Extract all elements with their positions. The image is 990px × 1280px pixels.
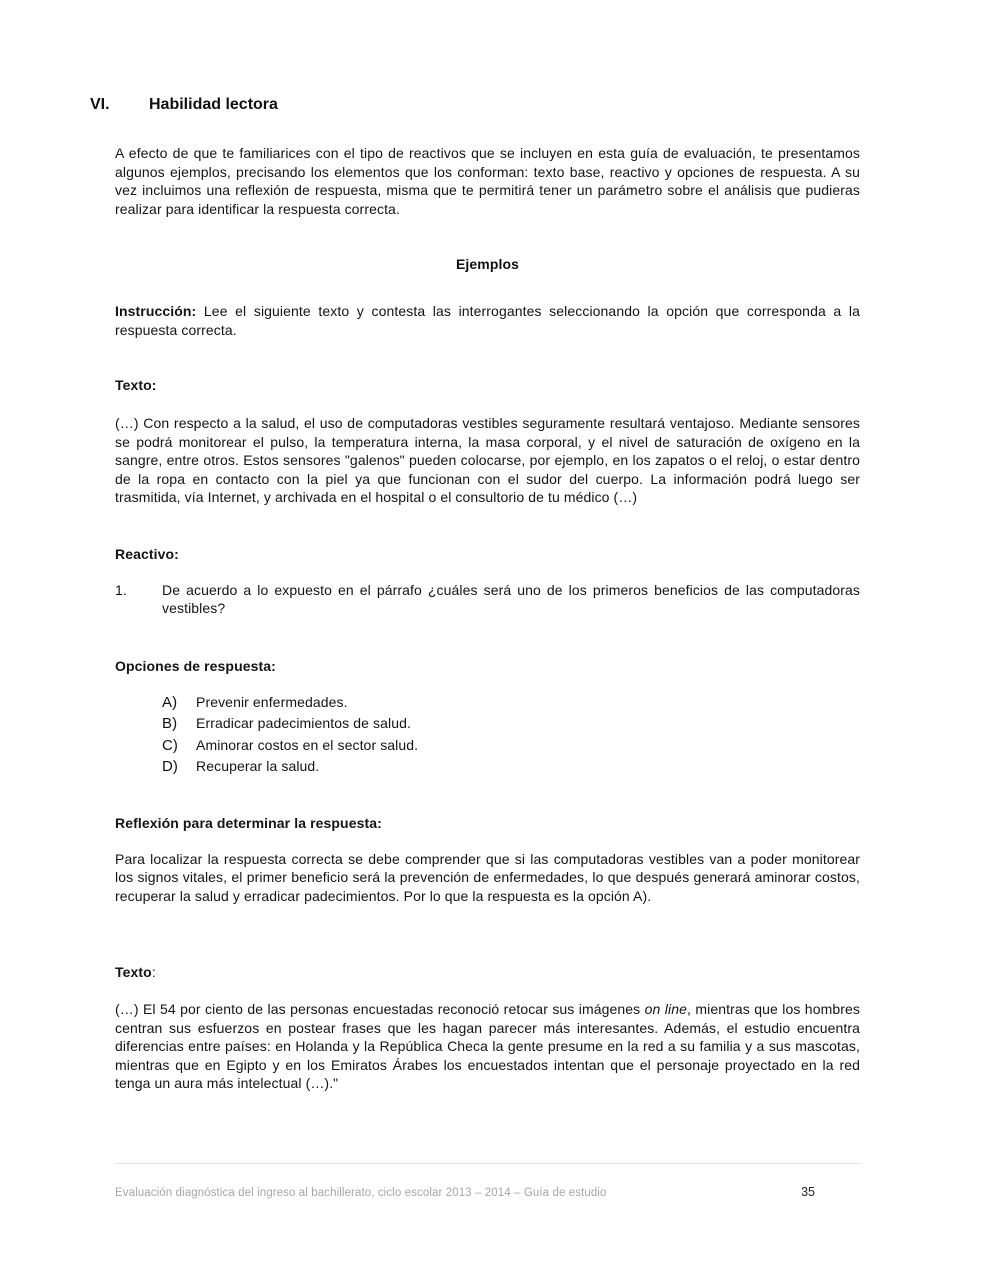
texto1-body: (…) Con respecto a la salud, el uso de computadoras vestibles seguramente resultará ventajoso. Mediante sensores se podrá monitorear el pulso, la temperatura interna, la masa corporal, y el nivel de saturación de oxígeno en la sangre, entre otros. Estos sensores "galenos" pueden colocarse, por ejemplo, en los zapatos o el reloj, o estar dentro de la ropa en contacto con la piel ya que funcionan con el sudor del cuerpo. La información podrá luego ser trasmitida, vía Internet, y archivada en el hospital o el consultorio de tu médico (…) bbox=[115, 415, 860, 505]
option-text-d: Recuperar la salud. bbox=[196, 758, 320, 774]
intro-paragraph: A efecto de que te familiarices con el tipo de reactivos que se incluyen en esta guía de evaluación, te presentamos algunos ejemplos, precisando los elementos que los conforman: texto base, reactivo y opciones de respuesta. A su vez incluimos una reflexión de respuesta, misma que te permitirá tener un parámetro sobre el análisis que pudieras realizar para identificar la respuesta correcta. bbox=[115, 145, 860, 217]
page-footer bbox=[115, 1185, 815, 1199]
texto2-label-word: Texto bbox=[115, 964, 152, 980]
texto2-body bbox=[115, 1000, 860, 1093]
instruction-text: Lee el siguiente texto y contesta las interrogantes seleccionando la opción que corresponda a la respuesta correcta. bbox=[115, 303, 860, 338]
option-letter-a: A) bbox=[162, 693, 178, 711]
question-number: 1. bbox=[115, 581, 127, 598]
option-text-b: Erradicar padecimientos de salud. bbox=[196, 715, 411, 731]
footer-text: Evaluación diagnóstica del ingreso al bachillerato, ciclo escolar 2013 – 2014 – Guía de estudio bbox=[115, 1187, 607, 1199]
option-row-c bbox=[162, 735, 860, 757]
opciones-label: Opciones de respuesta: bbox=[115, 657, 276, 674]
section-number: VI. bbox=[90, 96, 110, 113]
texto2-segment-post: , mientras que los hombres centran sus esfuerzos en postear frases que les hagan parecer más interesantes. Además, el estudio encuentra diferencias entre países: en Holanda y la República Checa la gente presume en la red a su familia y a sus mascotas, mientras que en Egipto y en los Emiratos Árabes los encuestados intentan que el personaje proyectado en la red tenga un aura más intelectual (…)." bbox=[115, 1001, 860, 1091]
texto2-label bbox=[115, 963, 860, 981]
question-text: De acuerdo a lo expuesto en el párrafo ¿cuáles será uno de los primeros beneficios de las computadoras vestibles? bbox=[162, 581, 860, 616]
footer-divider bbox=[115, 1163, 860, 1164]
option-row-d bbox=[162, 756, 860, 778]
option-row-b bbox=[162, 713, 860, 735]
option-letter-b: B) bbox=[162, 715, 178, 732]
reactivo-label: Reactivo: bbox=[115, 545, 179, 562]
page-number: 35 bbox=[801, 1185, 815, 1199]
reflexion-label: Reflexión para determinar la respuesta: bbox=[115, 814, 382, 831]
option-text-a: Prevenir enfermedades. bbox=[196, 693, 348, 710]
texto2-segment-pre: (…) El 54 por ciento de las personas encuestadas reconoció retocar sus imágenes bbox=[115, 1001, 645, 1017]
question-item bbox=[115, 581, 860, 618]
texto1-label: Texto: bbox=[115, 377, 157, 393]
option-letter-d: D) bbox=[162, 758, 179, 775]
instruction-paragraph bbox=[115, 302, 860, 339]
ejemplos-heading: Ejemplos bbox=[455, 256, 520, 272]
texto2-italic-phrase: on line bbox=[644, 1001, 687, 1017]
option-text-c: Aminorar costos en el sector salud. bbox=[196, 736, 419, 753]
page-content bbox=[90, 94, 860, 1093]
section-heading bbox=[90, 94, 860, 116]
answer-options bbox=[115, 692, 860, 778]
instruction-label: Instrucción: bbox=[115, 303, 197, 319]
option-letter-c: C) bbox=[162, 736, 179, 754]
texto2-label-colon: : bbox=[151, 964, 156, 980]
option-row-a bbox=[162, 692, 860, 714]
reflexion-body: Para localizar la respuesta correcta se debe comprender que si las computadoras vestibles van a poder monitorear los signos vitales, el primer beneficio será la prevención de enfermedades, lo que después generará aminorar costos, recuperar la salud y erradicar padecimientos. Por lo que la respuesta es la opción A). bbox=[115, 850, 860, 904]
section-title: Habilidad lectora bbox=[149, 96, 278, 113]
